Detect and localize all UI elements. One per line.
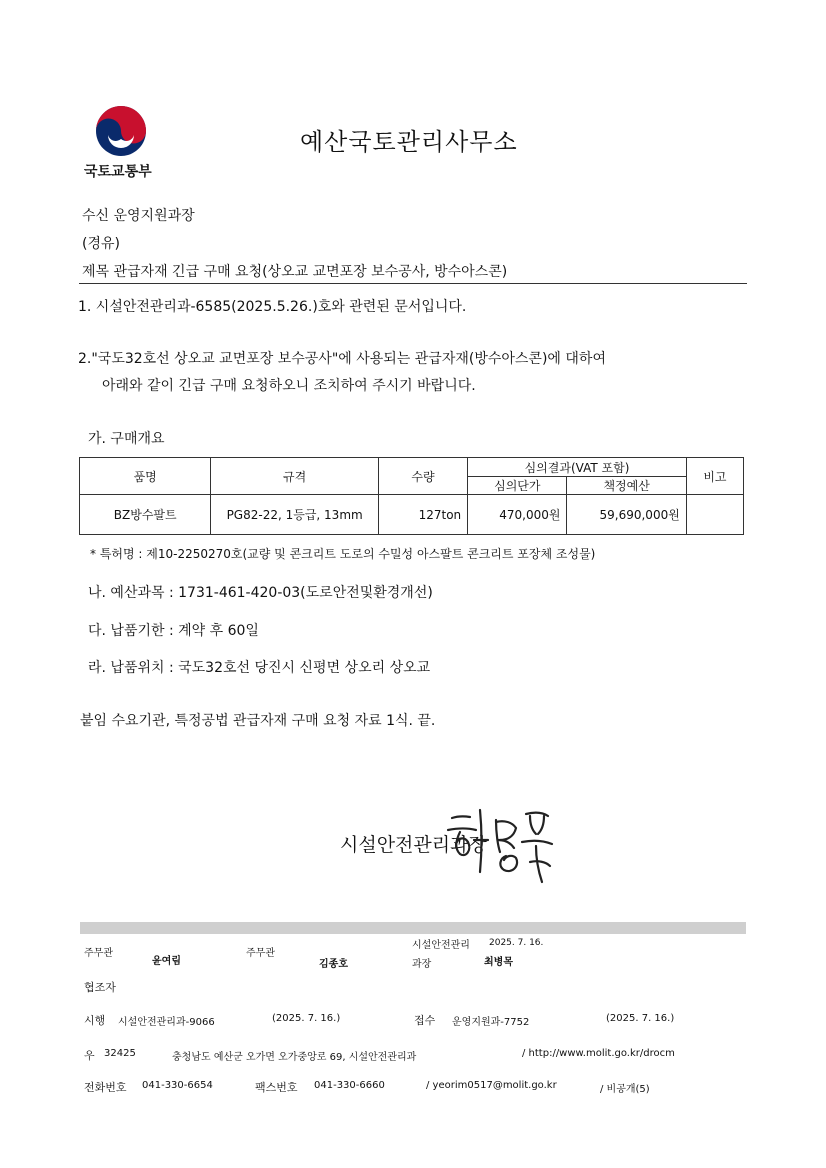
- header-budget: 책정예산: [567, 477, 686, 495]
- postal-code: 32425: [104, 1048, 136, 1059]
- cell-spec: PG82-22, 1등급, 13mm: [211, 495, 379, 535]
- reviewer-name: 김종호: [319, 959, 348, 970]
- ministry-logo-text: 국토교통부: [84, 164, 152, 180]
- document-subject: 제목 관급자재 긴급 구매 요청(상오교 교면포장 보수공사, 방수아스콘): [82, 264, 508, 280]
- enforce-label: 시행: [84, 1014, 106, 1027]
- section-delivery-deadline: 다. 납품기한 : 계약 후 60일: [88, 623, 259, 639]
- header-spec: 규격: [211, 458, 379, 495]
- fax-label: 팩스번호: [255, 1081, 298, 1094]
- footer-divider-bar: [80, 922, 746, 934]
- drafter-label: 주무관: [84, 948, 113, 959]
- receive-date: (2025. 7. 16.): [606, 1013, 675, 1024]
- cell-qty: 127ton: [378, 495, 467, 535]
- approver-label-line2: 과장: [412, 959, 432, 970]
- section-delivery-location: 라. 납품위치 : 국도32호선 당진시 신평면 상오리 상오교: [88, 660, 431, 676]
- approver-name: 최병목: [484, 957, 513, 968]
- header-item: 품명: [80, 458, 211, 495]
- enforce-number: 시설안전관리과-9066: [118, 1017, 215, 1028]
- section-budget-item: 나. 예산과목 : 1731-461-420-03(도로안전및환경개선): [88, 585, 433, 601]
- approver-date: 2025. 7. 16.: [489, 938, 544, 948]
- drafter-name: 윤여림: [152, 956, 181, 967]
- phone-number: 041-330-6654: [142, 1080, 213, 1091]
- paragraph-2-line-1: 2."국도32호선 상오교 교면포장 보수공사"에 사용되는 관급자재(방수아스콘)에 대하여: [78, 351, 606, 367]
- attachment-line: 붙임 수요기관, 특정공법 관급자재 구매 요청 자료 1식. 끝.: [80, 713, 436, 729]
- ministry-logo-icon: [95, 105, 147, 157]
- paragraph-2-line-2: 아래와 같이 긴급 구매 요청하오니 조치하여 주시기 바랍니다.: [102, 378, 476, 394]
- address: 충청남도 예산군 오가면 오가중앙로 69, 시설안전관리과: [172, 1052, 417, 1063]
- cell-note: [686, 495, 743, 535]
- postal-label: 우: [84, 1049, 95, 1062]
- receive-number: 운영지원과-7752: [452, 1017, 530, 1028]
- receive-label: 접수: [414, 1014, 436, 1027]
- cell-item: BZ방수팔트: [80, 495, 211, 535]
- section-purchase-overview: 가. 구매개요: [88, 431, 165, 447]
- email-link[interactable]: / yeorim0517@molit.go.kr: [426, 1080, 557, 1091]
- phone-label: 전화번호: [84, 1081, 127, 1094]
- recipient-to: 수신 운영지원과장: [82, 208, 195, 224]
- table-row: [80, 495, 744, 535]
- patent-note: * 특허명 : 제10-2250270호(교량 및 콘크리트 도로의 수밀성 아스팔트 콘크리트 포장체 조성물): [90, 547, 596, 561]
- enforce-date: (2025. 7. 16.): [272, 1013, 341, 1024]
- approver-label-line1: 시설안전관리: [412, 940, 470, 951]
- cooperator-label: 협조자: [84, 981, 116, 994]
- issuer-title: 시설안전관리과장: [340, 834, 487, 856]
- website-link[interactable]: / http://www.molit.go.kr/drocm: [522, 1048, 675, 1059]
- reviewer-label: 주무관: [246, 948, 275, 959]
- header-note: 비고: [686, 458, 743, 495]
- recipient-via: (경유): [82, 236, 120, 252]
- paragraph-1: 1. 시설안전관리과-6585(2025.5.26.)호와 관련된 문서입니다.: [78, 299, 467, 315]
- fax-number: 041-330-6660: [314, 1080, 385, 1091]
- subject-divider: [79, 283, 747, 284]
- cell-budget: 59,690,000원: [567, 495, 686, 535]
- disclosure-status: / 비공개(5): [600, 1084, 650, 1095]
- cell-unit-price: 470,000원: [468, 495, 567, 535]
- purchase-table: [79, 457, 744, 535]
- header-review-result: 심의결과(VAT 포함): [468, 458, 687, 477]
- office-title: 예산국토관리사무소: [300, 128, 518, 156]
- handwritten-signature-icon: [430, 800, 570, 890]
- header-unit-price: 심의단가: [468, 477, 567, 495]
- header-qty: 수량: [378, 458, 467, 495]
